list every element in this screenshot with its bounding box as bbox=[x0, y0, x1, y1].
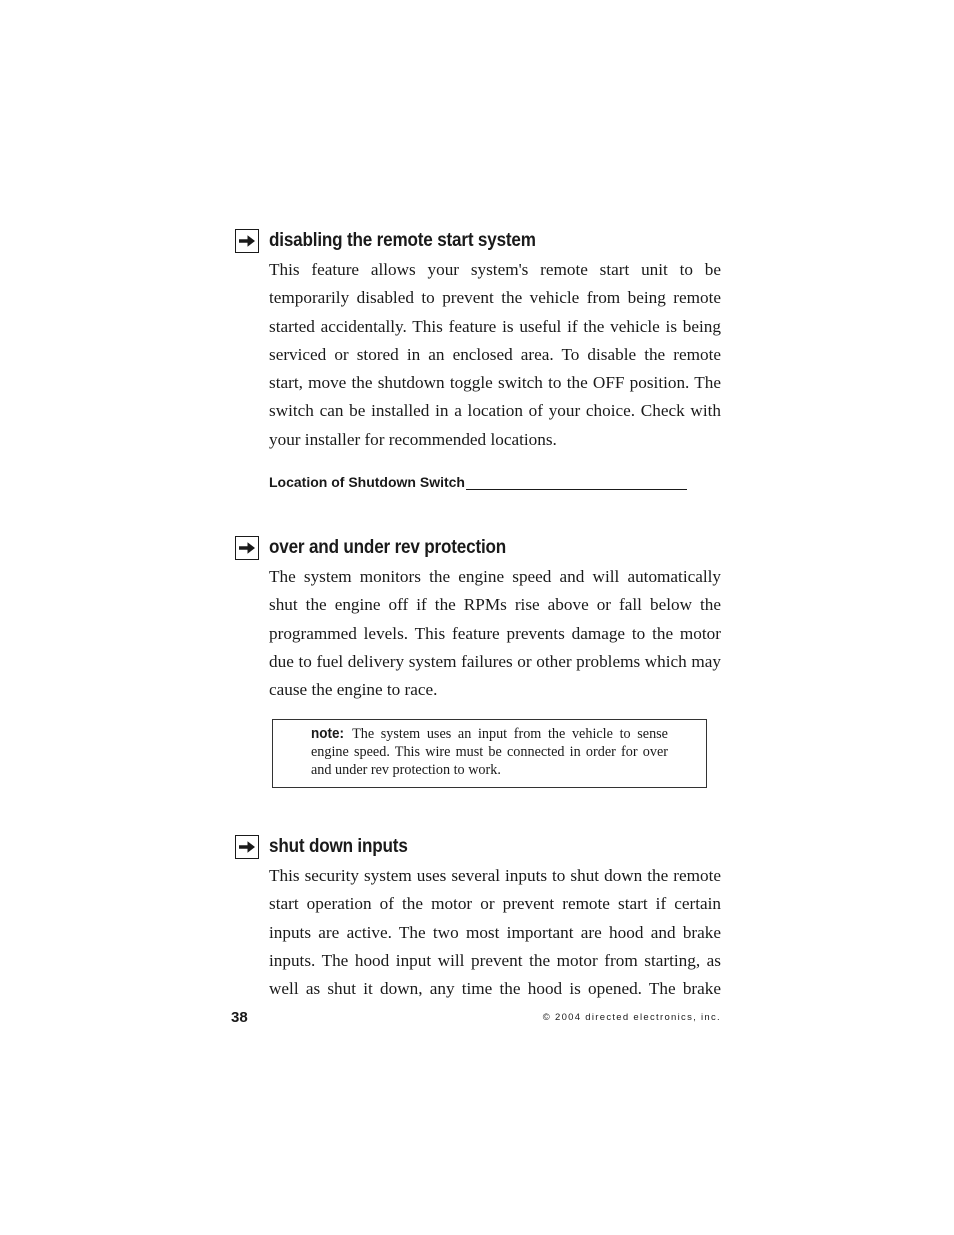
section-body: This security system uses several inputs to shut down the remote start operation of the motor or prevent remote start if certain inputs are active. The two most important are hood and brake inputs. The hood input will prevent the motor from starting, as well as shut it down, any time the hood is opened. The brake bbox=[269, 866, 721, 999]
section-body: The system monitors the engine speed and will automatically shut the engine off if the RPMs rise above or fall below the programmed levels. This feature prevents damage to the motor due to fuel delivery system failures or other problems which may cause the engine to race. bbox=[269, 567, 721, 700]
arrow-right-icon bbox=[235, 835, 259, 859]
section-heading-rev-protection bbox=[235, 535, 532, 561]
note-paragraph bbox=[311, 725, 668, 779]
note-box bbox=[272, 719, 707, 788]
section-title: over and under rev protection bbox=[269, 537, 507, 558]
section-title: shut down inputs bbox=[269, 836, 408, 857]
section-heading-shut-down-inputs bbox=[235, 834, 423, 860]
section-title: disabling the remote start system bbox=[269, 230, 536, 251]
shutdown-switch-location-field bbox=[269, 474, 687, 490]
arrow-right-icon bbox=[235, 229, 259, 253]
blank-write-in-line bbox=[466, 474, 687, 490]
note-text: The system uses an input from the vehicle to sense engine speed. This wire must be connected in order for over and under rev protection to work. bbox=[311, 726, 668, 778]
field-label: Location of Shutdown Switch bbox=[269, 474, 465, 490]
copyright-notice: © 2004 directed electronics, inc. bbox=[542, 1012, 721, 1023]
section-body: This feature allows your system's remote start unit to be temporarily disabled to prevent the vehicle from being remote started accidentally. This feature is useful if the vehicle is being serviced or stored in an enclosed area. To disable the remote start, move the shutdown toggle switch to the OFF position. The switch can be installed in a location of your choice. Check with your installer for recommended locations. bbox=[269, 260, 721, 449]
note-label: note: bbox=[311, 725, 345, 742]
page-number: 38 bbox=[231, 1009, 248, 1026]
arrow-right-icon bbox=[235, 536, 259, 560]
section-heading-disabling bbox=[235, 228, 565, 254]
